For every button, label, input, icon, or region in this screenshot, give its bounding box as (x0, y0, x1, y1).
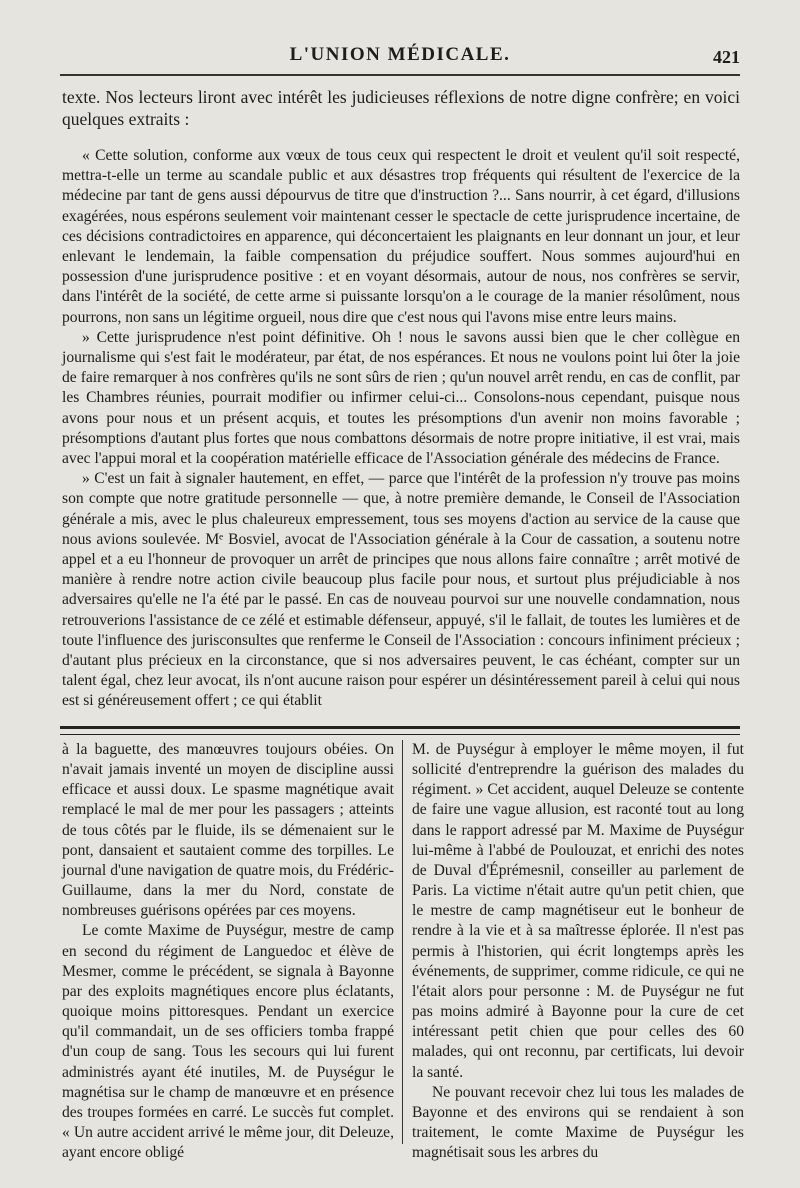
page-header (60, 44, 740, 70)
column-paragraph: M. de Puységur à employer le même moyen, il fut sollicité d'entreprendre la guérison des malades du régiment. » Cet accident, auquel Deleuze se contente de faire une vague allusion, est raconté tout au long dans le rapport adressé par M. Maxime de Puységur lui-même à l'abbé de Poulouzat, et enrichi des notes de Duval d'Éprémesnil, conseiller au parlement de Paris. La victime n'était autre qu'un petit chien, que le mestre de camp magnétiseur eut le bonheur de rendre à la vie et à sa maîtresse éplorée. Il n'est pas permis à l'historien, qui écrit longtemps après les événements, de supprimer, comme ridicule, ce qui ne l'était alors pour personne : M. de Puységur ne fut pas moins admiré à Bayonne pour la cure de cet intéressant petit chien que pour celles des 60 malades, qui ont reconnu, par certificats, lui devoir la santé. (412, 741, 744, 1081)
running-title: L'UNION MÉDICALE. (289, 44, 511, 65)
column-paragraph: Ne pouvant recevoir chez lui tous les malades de Bayonne et des environs qui se rendaient à son traitement, le comte Maxime de Puységur les magnétisait sous les arbres du (412, 1083, 744, 1162)
feuilleton-right-column (412, 740, 744, 1163)
article-top-block (62, 86, 740, 712)
article-paragraph: » C'est un fait à signaler hautement, en effet, — parce que l'intérêt de la profession n'y trouve pas moins son compte que notre gratitude personnelle — que, à notre première demande, le Conseil de l'Association générale a mis, avec le plus chaleureux empressement, tous ses moyens d'action au service de la cause que nous avions soulevée. Mᵉ Bosviel, avocat de l'Association générale à la Cour de cassation, a soutenu notre appel et a eu l'honneur de provoquer un arrêt de principes que nous allons faire connaître ; arrêt motivé de manière à rendre notre action civile beaucoup plus facile pour nous, et surtout plus préjudiciable à nos adversaires qu'elle ne l'a été par le passé. En cas de nouveau pourvoi sur une nouvelle condamnation, nous retrouverions l'assistance de ce zélé et estimable défenseur, appuyé, s'il le fallait, de toutes les lumières et de toute l'influence des jurisconsultes que renferme le Conseil de l'Association : concours infiniment précieux ; d'autant plus précieux en la circonstance, que si nos adversaires peuvent, le cas échéant, compter sur un talent égal, chez leur avocat, ils n'ont aucune raison pour espérer un désintéressement pareil à celui qui nous est si généreusement offert ; ce qui établit (62, 470, 740, 710)
column-divider (402, 740, 403, 1144)
column-paragraph: Le comte Maxime de Puységur, mestre de camp en second du régiment de Languedoc et élève de Mesmer, comme le précédent, se signala à Bayonne par des exploits magnétiques encore plus éclatants, quoique moins pittoresques. Pendant un exercice qu'il commandait, un de ses officiers tomba frappé d'un coup de sang. Tous les secours qui lui furent administrés ayant été inutiles, M. de Puységur le magnétisa sur le champ de manœuvre et en présence des troupes formées en carré. Le succès fut complet. « Un autre accident arrivé le même jour, dit Deleuze, ayant encore obligé (62, 922, 394, 1162)
section-divider (60, 726, 740, 735)
feuilleton-left-column (62, 740, 394, 1163)
article-paragraph: « Cette solution, conforme aux vœux de tous ceux qui respectent le droit et veulent qu'il soit respecté, mettra-t-elle un terme au scandale public et aux désastres trop fréquents qui résultent de l'exercice de la médecine par tant de gens aussi dépourvus de titre que d'instruction ?... Sans nourrir, à cet égard, d'illusions exagérées, nous espérons seulement voir maintenant cesser le spectacle de cette jurisprudence incertaine, de ces décisions contradictoires en apparence, qui déconcertaient les plaignants en leur donnant un jour, et leur enlevant le lendemain, la faible compensation du préjudice souffert. Nous sommes aujourd'hui en possession d'une jurisprudence positive : et en voyant désormais, autour de nous, nos confrères se servir, dans l'intérêt de la société, de cette arme si puissante lorsqu'on a le courage de la manier résolûment, nous pourrons, non sans un légitime orgueil, nous dire que c'est nous qui l'avons mise entre leurs mains. (62, 147, 740, 326)
intro-paragraph: texte. Nos lecteurs liront avec intérêt les judicieuses réflexions de notre digne confrère; en voici quelques extraits : (62, 87, 740, 129)
page-number: 421 (713, 47, 740, 67)
column-paragraph: à la baguette, des manœuvres toujours obéies. On n'avait jamais inventé un moyen de discipline aussi efficace et aussi doux. Le spasme magnétique avait remplacé le mal de mer pour les passagers ; atteints de tous côtés par le fluide, ils se démenaient sur le pont, dansaient et sautaient comme des torpilles. Le journal d'une navigation de quatre mois, du Frédéric-Guillaume, dans la mer du Nord, constate de nombreuses guérisons opérées par ces moyens. (62, 741, 394, 920)
article-paragraph: » Cette jurisprudence n'est point définitive. Oh ! nous le savons aussi bien que le cher collègue en journalisme qui s'est fait le modérateur, par état, de nos espérances. Et nous ne voulons point lui ôter la joie de faire remarquer à nos confrères qu'ils ne sont sûrs de rien ; qu'un nouvel arrêt rendu, en cas de conflit, par les Chambres réunies, pourrait modifier ou infirmer celui-ci... Consolons-nous cependant, puisque nous avons pour nous et un présent acquis, et toutes les présomptions d'un avenir non moins favorable ; présomptions d'autant plus fortes que nous combattons désormais de notre propre initiative, il est vrai, mais avec l'appui moral et la coopération matérielle efficace de l'Association générale des médecins de France. (62, 328, 740, 468)
header-rule (60, 74, 740, 76)
